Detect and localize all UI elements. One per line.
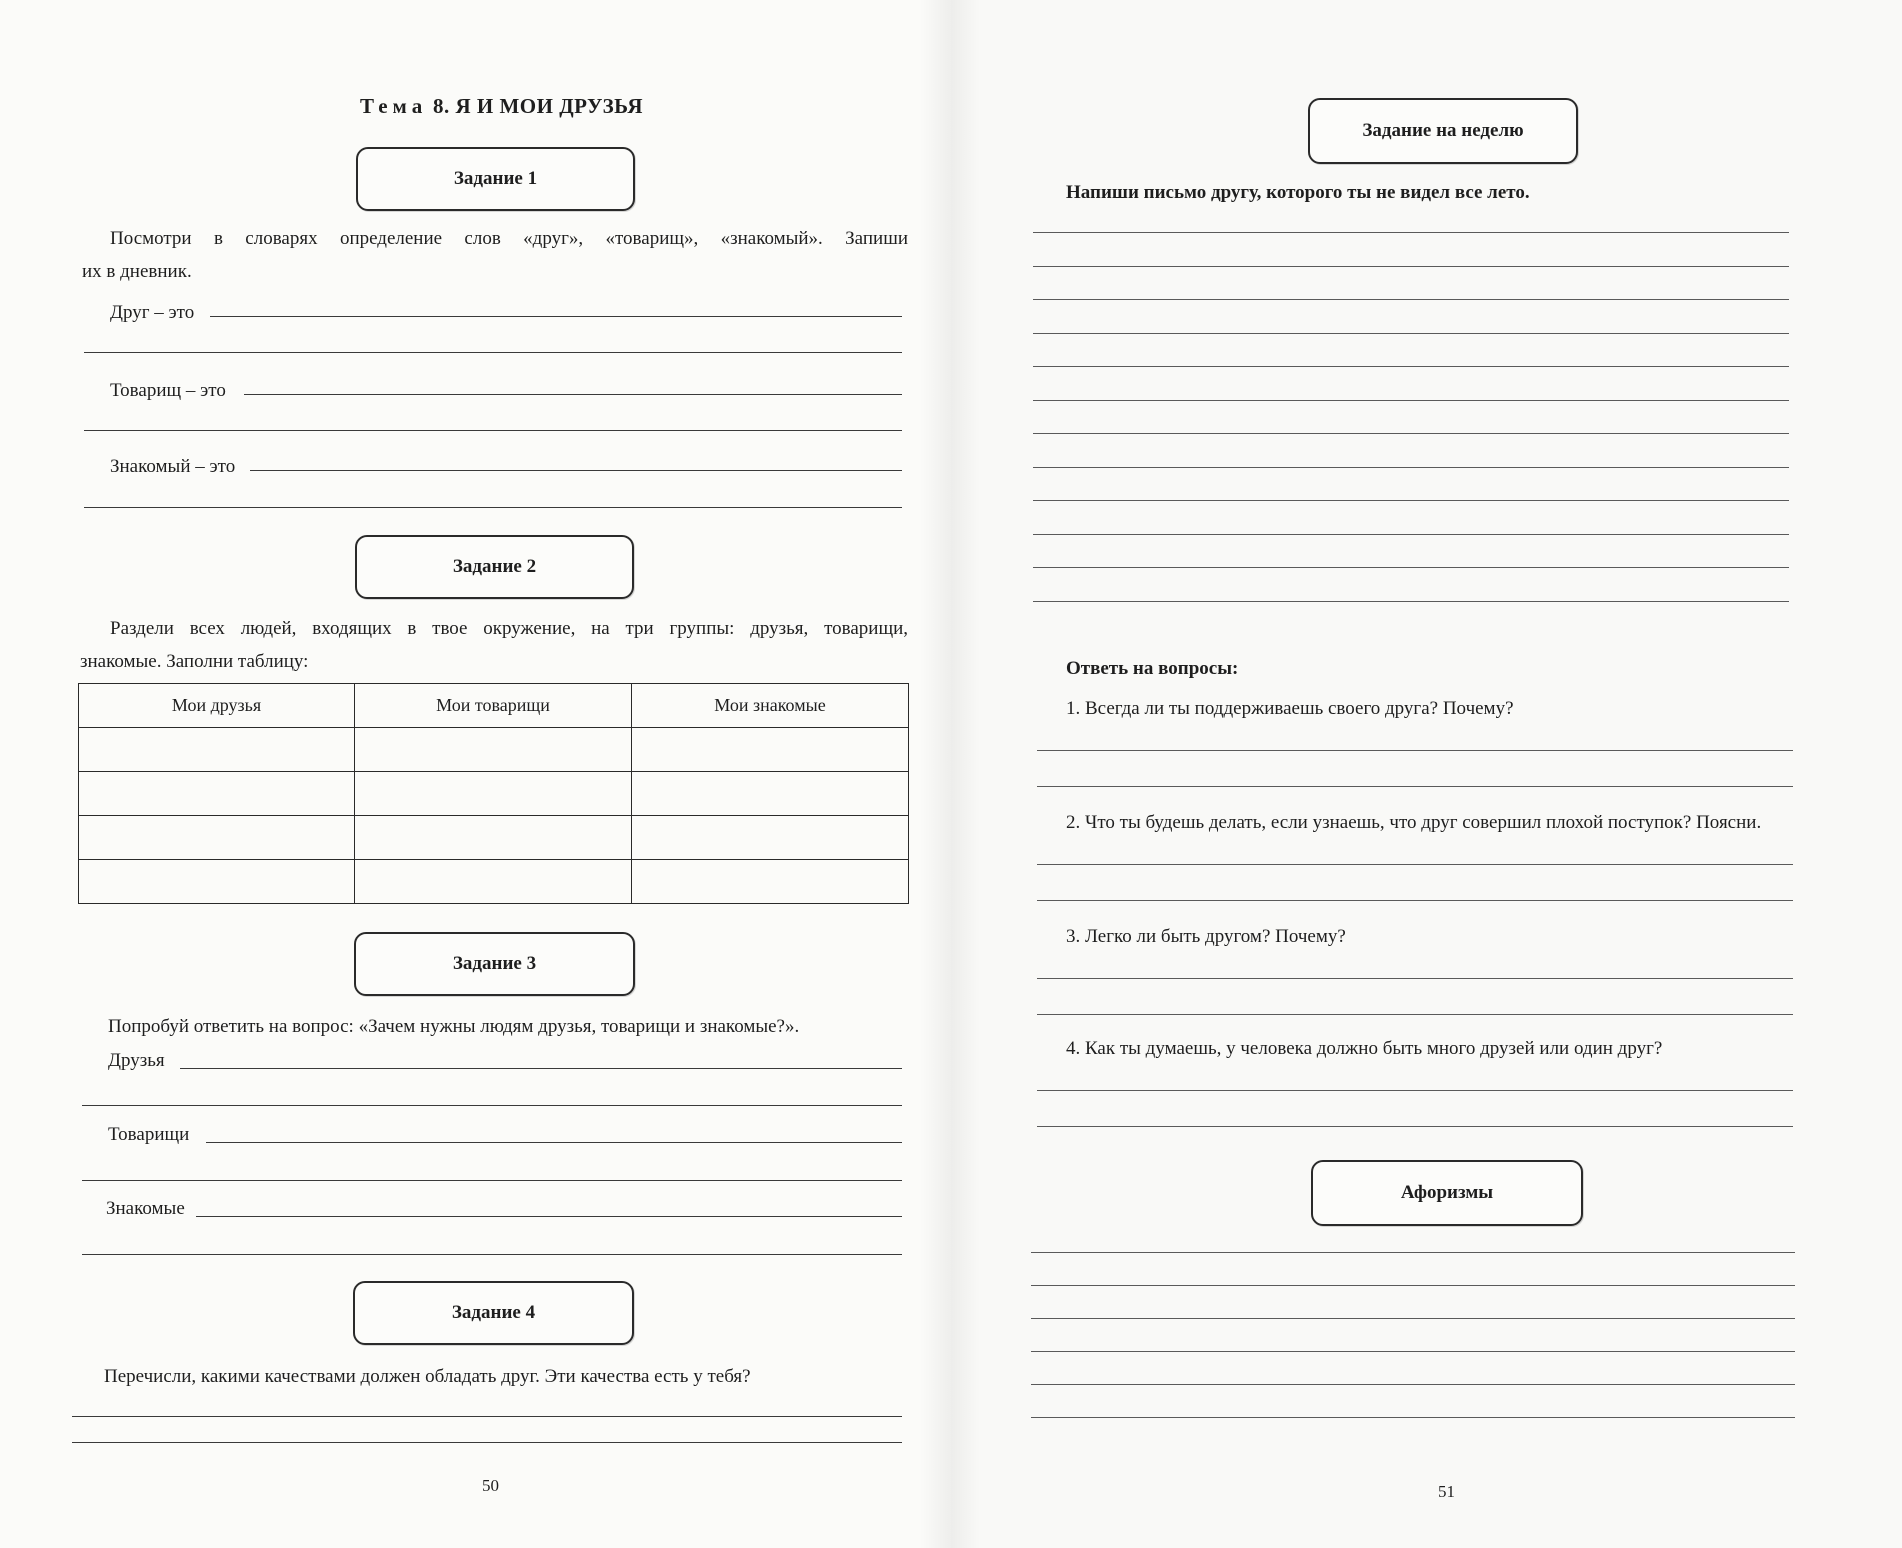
answer-line[interactable] (244, 394, 902, 395)
task-1-text-line2: их в дневник. (82, 261, 192, 282)
answer-line[interactable] (1031, 1252, 1795, 1253)
answer-line[interactable] (1031, 1351, 1795, 1352)
answer-line[interactable] (72, 1416, 902, 1417)
weekly-task-heading: Задание на неделю (1308, 98, 1578, 164)
task-1-heading: Задание 1 (356, 147, 635, 211)
answer-line[interactable] (1033, 400, 1789, 401)
question-3: 3. Легко ли быть другом? Почему? (1066, 926, 1346, 947)
task-1-text-line1: Посмотри в словарях определение слов «друг», «товарищ», «знакомый». Запиши (110, 228, 908, 249)
theme-prefix: Тема (360, 94, 428, 118)
table-cell[interactable] (632, 860, 909, 904)
answer-line[interactable] (1037, 786, 1793, 787)
table-row (79, 816, 909, 860)
weekly-task-instructions: Напиши письмо другу, которого ты не видел все лето. (1066, 182, 1530, 203)
answer-line[interactable] (1031, 1384, 1795, 1385)
table-cell[interactable] (79, 860, 355, 904)
table-header-acquaintances: Мои знакомые (632, 684, 909, 728)
answer-line[interactable] (180, 1068, 902, 1069)
table-header-comrades: Мои товарищи (355, 684, 632, 728)
task-1-instructions (82, 222, 908, 288)
field-label-comrade: Товарищ – это (110, 380, 226, 401)
answer-line[interactable] (1033, 534, 1789, 535)
question-2: 2. Что ты будешь делать, если узнаешь, что друг совершил плохой поступок? Поясни. (1066, 812, 1762, 833)
table-cell[interactable] (79, 772, 355, 816)
answer-line[interactable] (1031, 1285, 1795, 1286)
table-row (79, 772, 909, 816)
table-cell[interactable] (355, 728, 632, 772)
answer-line[interactable] (82, 1180, 902, 1181)
field-label-comrades: Товарищи (108, 1124, 190, 1145)
question-4: 4. Как ты думаешь, у человека должно быть много друзей или один друг? (1066, 1038, 1663, 1059)
answer-line[interactable] (1037, 1126, 1793, 1127)
task-2-instructions (80, 612, 908, 678)
groups-table (78, 683, 909, 904)
answer-line[interactable] (1037, 864, 1793, 865)
questions-title: Ответь на вопросы: (1066, 658, 1239, 679)
task-4-heading: Задание 4 (353, 1281, 634, 1345)
answer-line[interactable] (1031, 1318, 1795, 1319)
task-2-heading: Задание 2 (355, 535, 634, 599)
task-3-instructions: Попробуй ответить на вопрос: «Зачем нужны людям друзья, товарищи и знакомые?». (108, 1016, 800, 1037)
answer-line[interactable] (1033, 266, 1789, 267)
table-header-friends: Мои друзья (79, 684, 355, 728)
answer-line[interactable] (84, 507, 902, 508)
answer-line[interactable] (1033, 433, 1789, 434)
answer-line[interactable] (1037, 750, 1793, 751)
answer-line[interactable] (84, 430, 902, 431)
answer-line[interactable] (1033, 467, 1789, 468)
theme-title: 8. Я И МОИ ДРУЗЬЯ (432, 94, 644, 118)
table-cell[interactable] (355, 816, 632, 860)
answer-line[interactable] (1037, 900, 1793, 901)
aphorisms-heading: Афоризмы (1311, 1160, 1583, 1226)
table-cell[interactable] (632, 772, 909, 816)
answer-line[interactable] (1031, 1417, 1795, 1418)
table-cell[interactable] (355, 772, 632, 816)
answer-line[interactable] (1033, 232, 1789, 233)
task-4-instructions: Перечисли, какими качествами должен обладать друг. Эти качества есть у тебя? (104, 1366, 751, 1387)
answer-line[interactable] (82, 1105, 902, 1106)
table-cell[interactable] (632, 816, 909, 860)
table-cell[interactable] (632, 728, 909, 772)
task-3-heading: Задание 3 (354, 932, 635, 996)
page-number: 50 (482, 1476, 499, 1495)
page-title (360, 94, 643, 119)
table-cell[interactable] (79, 728, 355, 772)
answer-line[interactable] (1033, 299, 1789, 300)
answer-line[interactable] (82, 1254, 902, 1255)
task-2-text-line2: знакомые. Заполни таблицу: (80, 651, 309, 672)
answer-line[interactable] (1033, 567, 1789, 568)
question-1: 1. Всегда ли ты поддерживаешь своего друга? Почему? (1066, 698, 1514, 719)
field-label-acquaintances: Знакомые (106, 1198, 185, 1219)
table-row (79, 728, 909, 772)
answer-line[interactable] (1033, 333, 1789, 334)
answer-line[interactable] (250, 470, 902, 471)
table-row (79, 860, 909, 904)
answer-line[interactable] (196, 1216, 902, 1217)
table-header-row (79, 684, 909, 728)
answer-line[interactable] (72, 1442, 902, 1443)
answer-line[interactable] (1033, 500, 1789, 501)
answer-line[interactable] (1033, 601, 1789, 602)
answer-line[interactable] (1037, 1090, 1793, 1091)
field-label-acquaintance: Знакомый – это (110, 456, 236, 477)
page-number: 51 (1438, 1482, 1455, 1501)
answer-line[interactable] (84, 352, 902, 353)
right-page (951, 0, 1902, 1548)
answer-line[interactable] (206, 1142, 902, 1143)
answer-line[interactable] (1037, 978, 1793, 979)
table-cell[interactable] (355, 860, 632, 904)
answer-line[interactable] (210, 316, 902, 317)
answer-line[interactable] (1037, 1014, 1793, 1015)
answer-line[interactable] (1033, 366, 1789, 367)
book-gutter (920, 0, 980, 1548)
field-label-friend: Друг – это (110, 302, 195, 323)
table-cell[interactable] (79, 816, 355, 860)
task-2-text-line1: Раздели всех людей, входящих в твое окружение, на три группы: друзья, товарищи, (110, 618, 908, 639)
field-label-friends: Друзья (108, 1050, 165, 1071)
